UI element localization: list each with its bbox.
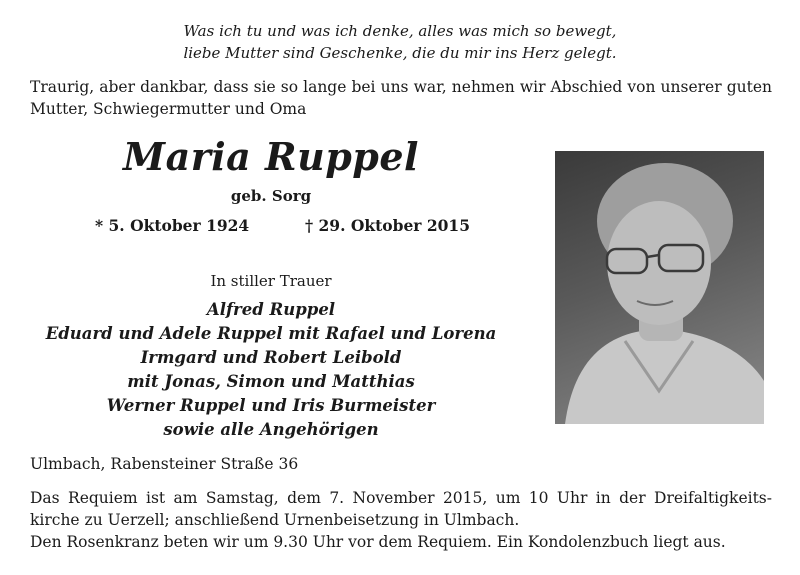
requiem-line: kirche zu Uerzell; anschließend Urnenbeisetzung in Ulmbach. — [30, 511, 520, 529]
death-date: † 29. Oktober 2015 — [305, 216, 471, 235]
deceased-name: Maria Ruppel — [123, 134, 419, 179]
portrait-photo — [555, 151, 764, 424]
intro-text: Traurig, aber dankbar, dass sie so lange bei uns war, nehmen wir Abschied von unserer guten Mutter, Schwiegermutter und Oma — [30, 78, 772, 118]
requiem-line: Den Rosenkranz beten wir um 9.30 Uhr vor dem Requiem. Ein Kondolenzbuch liegt aus. — [30, 533, 726, 551]
birth-date: * 5. Oktober 1924 — [95, 216, 250, 235]
poem-line: Was ich tu und was ich denke, alles was mich so bewegt, — [183, 22, 617, 40]
address: Ulmbach, Rabensteiner Straße 36 — [30, 455, 299, 473]
family-line: mit Jonas, Simon und Matthias — [127, 372, 415, 391]
poem — [0, 20, 800, 64]
mourning-label: In stiller Trauer — [210, 272, 332, 290]
family-line: sowie alle Angehörigen — [163, 420, 379, 439]
poem-line: liebe Mutter sind Geschenke, die du mir ins Herz gelegt. — [183, 44, 617, 62]
family-list — [30, 298, 512, 442]
family-line: Irmgard und Robert Leibold — [140, 348, 402, 367]
requiem-info — [30, 487, 772, 553]
requiem-line: Das Requiem ist am Samstag, dem 7. November 2015, um 10 Uhr in der Dreifaltigkeits- — [30, 489, 772, 507]
maiden-name: geb. Sorg — [230, 187, 312, 205]
portrait-illustration — [555, 151, 764, 424]
family-line: Eduard und Adele Ruppel mit Rafael und Lorena — [45, 324, 497, 343]
family-line: Alfred Ruppel — [206, 300, 336, 319]
family-line: Werner Ruppel und Iris Burmeister — [106, 396, 436, 415]
